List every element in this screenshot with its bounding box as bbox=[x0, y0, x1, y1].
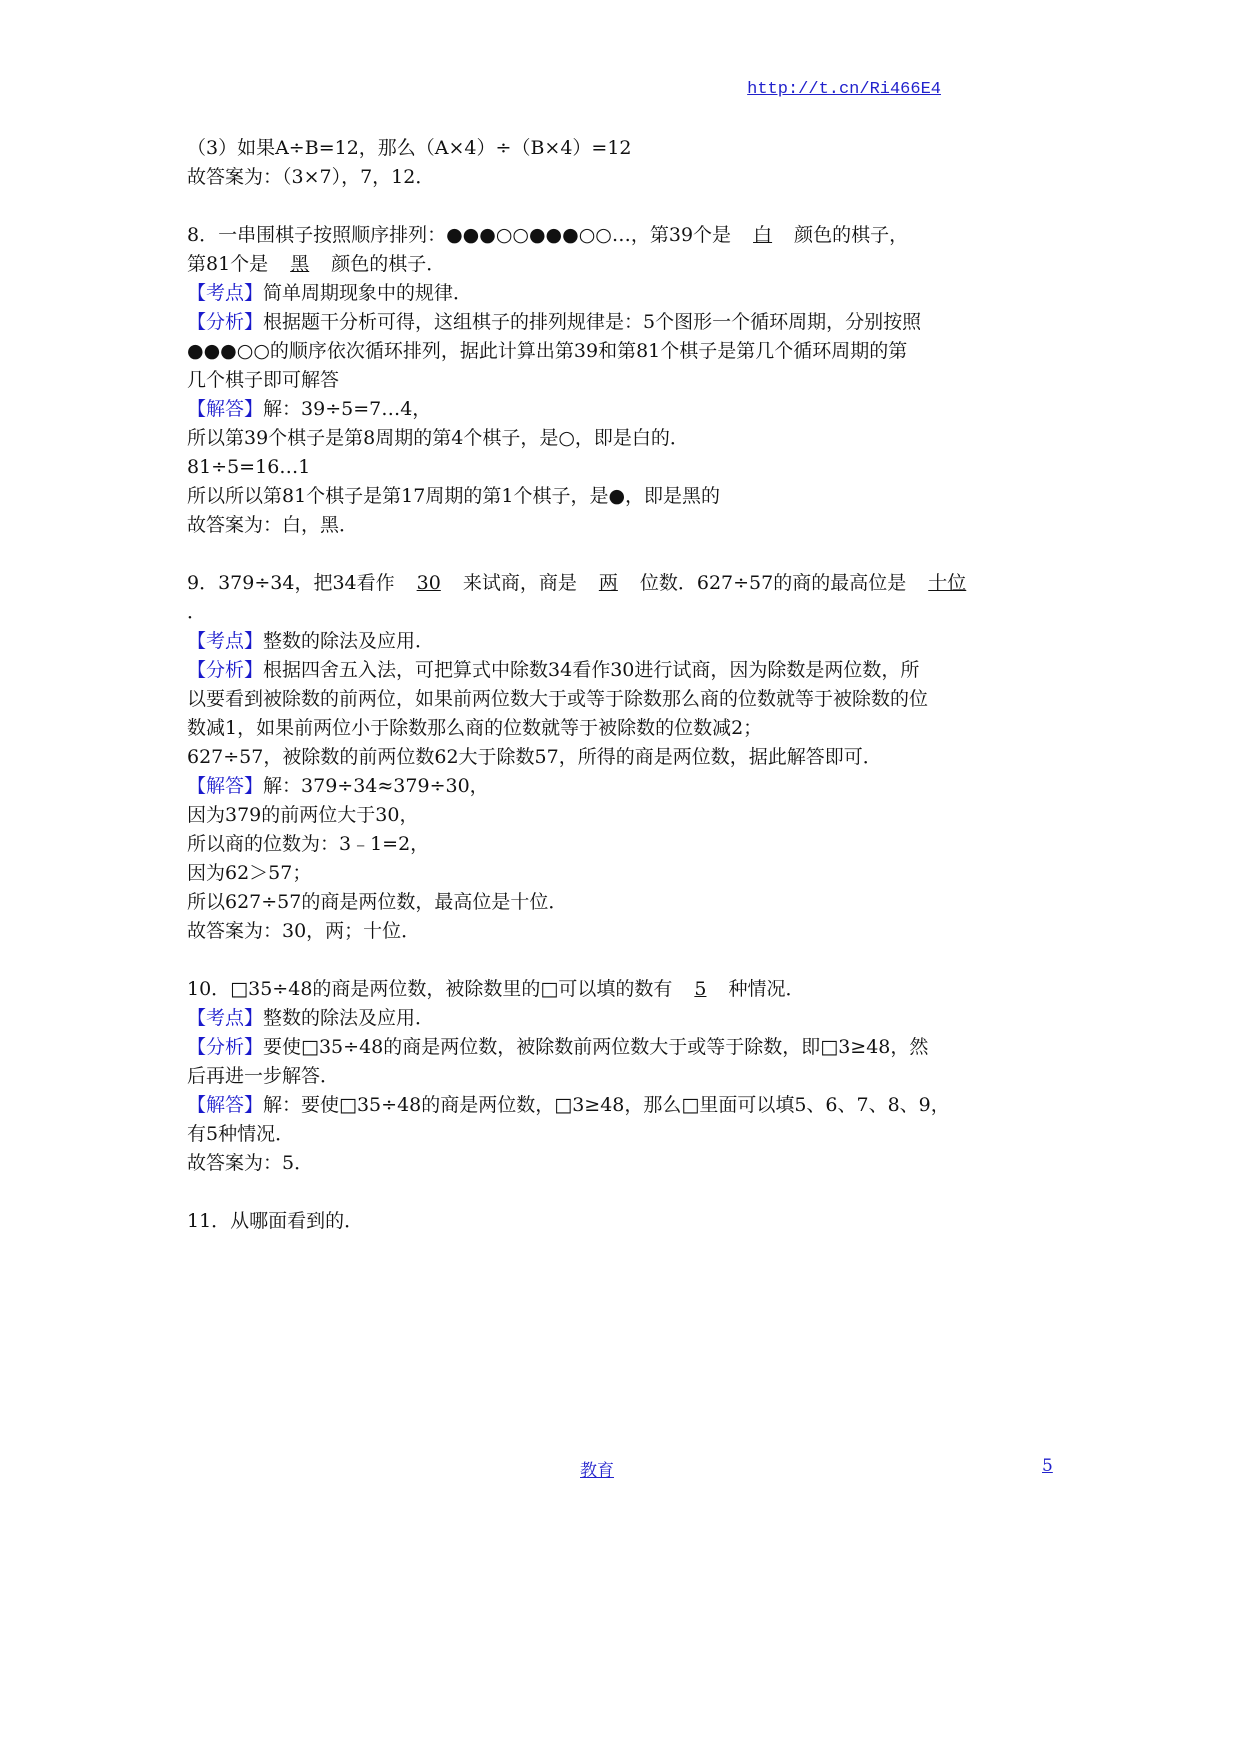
text-segment: 故答案为：白，黑． bbox=[187, 514, 359, 536]
text-line bbox=[187, 540, 1057, 569]
text-segment: 要使□35÷48的商是两位数，被除数前两位数大于或等于除数，即□3≥48，然 bbox=[263, 1036, 929, 1058]
text-segment: 后再进一步解答． bbox=[187, 1065, 340, 1087]
footer-link[interactable]: 教育 bbox=[580, 1461, 614, 1481]
text-line bbox=[187, 598, 1057, 627]
text-segment: ●●●○○的顺序依次循环排列，据此计算出第39和第81个棋子是第几个循环周期的第 bbox=[187, 340, 908, 362]
text-line bbox=[187, 482, 1057, 511]
section-tag: 【解答】 bbox=[187, 775, 264, 797]
text-segment: （3）如果A÷B=12，那么（A×4）÷（B×4）=12 bbox=[187, 137, 632, 159]
answer-blank: 白 bbox=[753, 224, 773, 246]
text-segment: 故答案为：30，两；十位． bbox=[187, 920, 421, 942]
text-line bbox=[187, 511, 1057, 540]
text-segment: 根据四舍五入法，可把算式中除数34看作30进行试商，因为除数是两位数，所 bbox=[263, 659, 920, 681]
text-segment: 故答案为：（3×7），7，12． bbox=[187, 166, 435, 188]
text-segment: 根据题干分析可得，这组棋子的排列规律是：5个图形一个循环周期，分别按照 bbox=[263, 311, 922, 333]
text-segment: 数减1，如果前两位小于除数那么商的位数就等于被除数的位数减2； bbox=[187, 717, 763, 739]
text-segment: 颜色的棋子． bbox=[331, 253, 446, 275]
text-line bbox=[187, 1004, 1057, 1033]
section-tag: 【分析】 bbox=[187, 659, 264, 681]
text-segment: 因为62＞57； bbox=[187, 862, 312, 884]
text-segment: 解：379÷34≈379÷30， bbox=[263, 775, 489, 797]
text-line bbox=[187, 1091, 1057, 1120]
text-segment: 9．379÷34，把34看作 bbox=[187, 572, 395, 594]
text-segment: 简单周期现象中的规律． bbox=[263, 282, 473, 304]
text-line bbox=[187, 743, 1057, 772]
section-tag: 【考点】 bbox=[187, 282, 264, 304]
answer-blank: 5 bbox=[694, 978, 707, 1000]
text-segment: 因为379的前两位大于30， bbox=[187, 804, 419, 826]
text-segment: 故答案为：5． bbox=[187, 1152, 314, 1174]
text-line bbox=[187, 192, 1057, 221]
text-segment: 81÷5=16…1 bbox=[187, 456, 311, 478]
section-tag: 【分析】 bbox=[187, 311, 264, 333]
text-line bbox=[187, 772, 1057, 801]
text-line bbox=[187, 888, 1057, 917]
section-tag: 【考点】 bbox=[187, 630, 264, 652]
text-line bbox=[187, 279, 1057, 308]
text-segment: 解：39÷5=7…4， bbox=[263, 398, 432, 420]
text-line bbox=[187, 395, 1057, 424]
text-line bbox=[187, 308, 1057, 337]
text-line bbox=[187, 163, 1057, 192]
text-segment: 颜色的棋子， bbox=[794, 224, 909, 246]
text-segment: 整数的除法及应用． bbox=[263, 1007, 435, 1029]
text-segment: 所以商的位数为：3﹣1=2， bbox=[187, 833, 430, 855]
text-line bbox=[187, 453, 1057, 482]
text-segment: 几个棋子即可解答 bbox=[187, 369, 340, 391]
text-line bbox=[187, 975, 1057, 1004]
text-line bbox=[187, 1207, 1057, 1236]
section-tag: 【考点】 bbox=[187, 1007, 264, 1029]
text-line bbox=[187, 221, 1057, 250]
text-line bbox=[187, 1033, 1057, 1062]
text-segment: 有5种情况． bbox=[187, 1123, 295, 1145]
text-segment: 627÷57，被除数的前两位数62大于除数57，所得的商是两位数，据此解答即可． bbox=[187, 746, 882, 768]
document-body bbox=[187, 134, 1057, 1236]
page-number[interactable]: 5 bbox=[1042, 1456, 1053, 1476]
section-tag: 【分析】 bbox=[187, 1036, 264, 1058]
text-line bbox=[187, 250, 1057, 279]
text-segment: 种情况． bbox=[728, 978, 805, 1000]
text-line bbox=[187, 801, 1057, 830]
text-line bbox=[187, 656, 1057, 685]
text-segment: 位数．627÷57的商的最高位是 bbox=[639, 572, 907, 594]
text-line bbox=[187, 569, 1057, 598]
text-segment: 整数的除法及应用． bbox=[263, 630, 435, 652]
text-segment: 解：要使□35÷48的商是两位数，□3≥48，那么□里面可以填5、6、7、8、9， bbox=[263, 1094, 950, 1116]
text-line bbox=[187, 685, 1057, 714]
text-segment: 第81个是 bbox=[187, 253, 269, 275]
text-segment: 11．从哪面看到的． bbox=[187, 1210, 364, 1232]
text-segment: 所以第39个棋子是第8周期的第4个棋子，是○，即是白的． bbox=[187, 427, 689, 449]
text-segment: 来试商，商是 bbox=[462, 572, 577, 594]
section-tag: 【解答】 bbox=[187, 398, 264, 420]
text-segment: 所以627÷57的商是两位数，最高位是十位． bbox=[187, 891, 568, 913]
text-segment: 所以所以第81个棋子是第17周期的第1个棋子，是●，即是黑的 bbox=[187, 485, 721, 507]
text-line bbox=[187, 424, 1057, 453]
text-segment: 8．一串围棋子按照顺序排列：●●●○○●●●○○…，第39个是 bbox=[187, 224, 732, 246]
text-line bbox=[187, 1178, 1057, 1207]
text-line bbox=[187, 1062, 1057, 1091]
text-line bbox=[187, 917, 1057, 946]
text-line bbox=[187, 134, 1057, 163]
text-line bbox=[187, 366, 1057, 395]
text-line bbox=[187, 859, 1057, 888]
text-line bbox=[187, 1120, 1057, 1149]
text-line bbox=[187, 830, 1057, 859]
text-line bbox=[187, 1149, 1057, 1178]
text-segment: 10．□35÷48的商是两位数，被除数里的□可以填的数有 bbox=[187, 978, 673, 1000]
text-line bbox=[187, 337, 1057, 366]
answer-blank: 黑 bbox=[290, 253, 310, 275]
text-segment: ． bbox=[187, 601, 207, 623]
text-line bbox=[187, 627, 1057, 656]
answer-blank: 十位 bbox=[928, 572, 967, 594]
text-line bbox=[187, 714, 1057, 743]
text-segment: 以要看到被除数的前两位，如果前两位数大于或等于除数那么商的位数就等于被除数的位 bbox=[187, 688, 929, 710]
text-line bbox=[187, 946, 1057, 975]
answer-blank: 两 bbox=[598, 572, 618, 594]
answer-blank: 30 bbox=[416, 572, 441, 594]
header-link[interactable]: http://t.cn/Ri466E4 bbox=[747, 80, 941, 99]
section-tag: 【解答】 bbox=[187, 1094, 264, 1116]
